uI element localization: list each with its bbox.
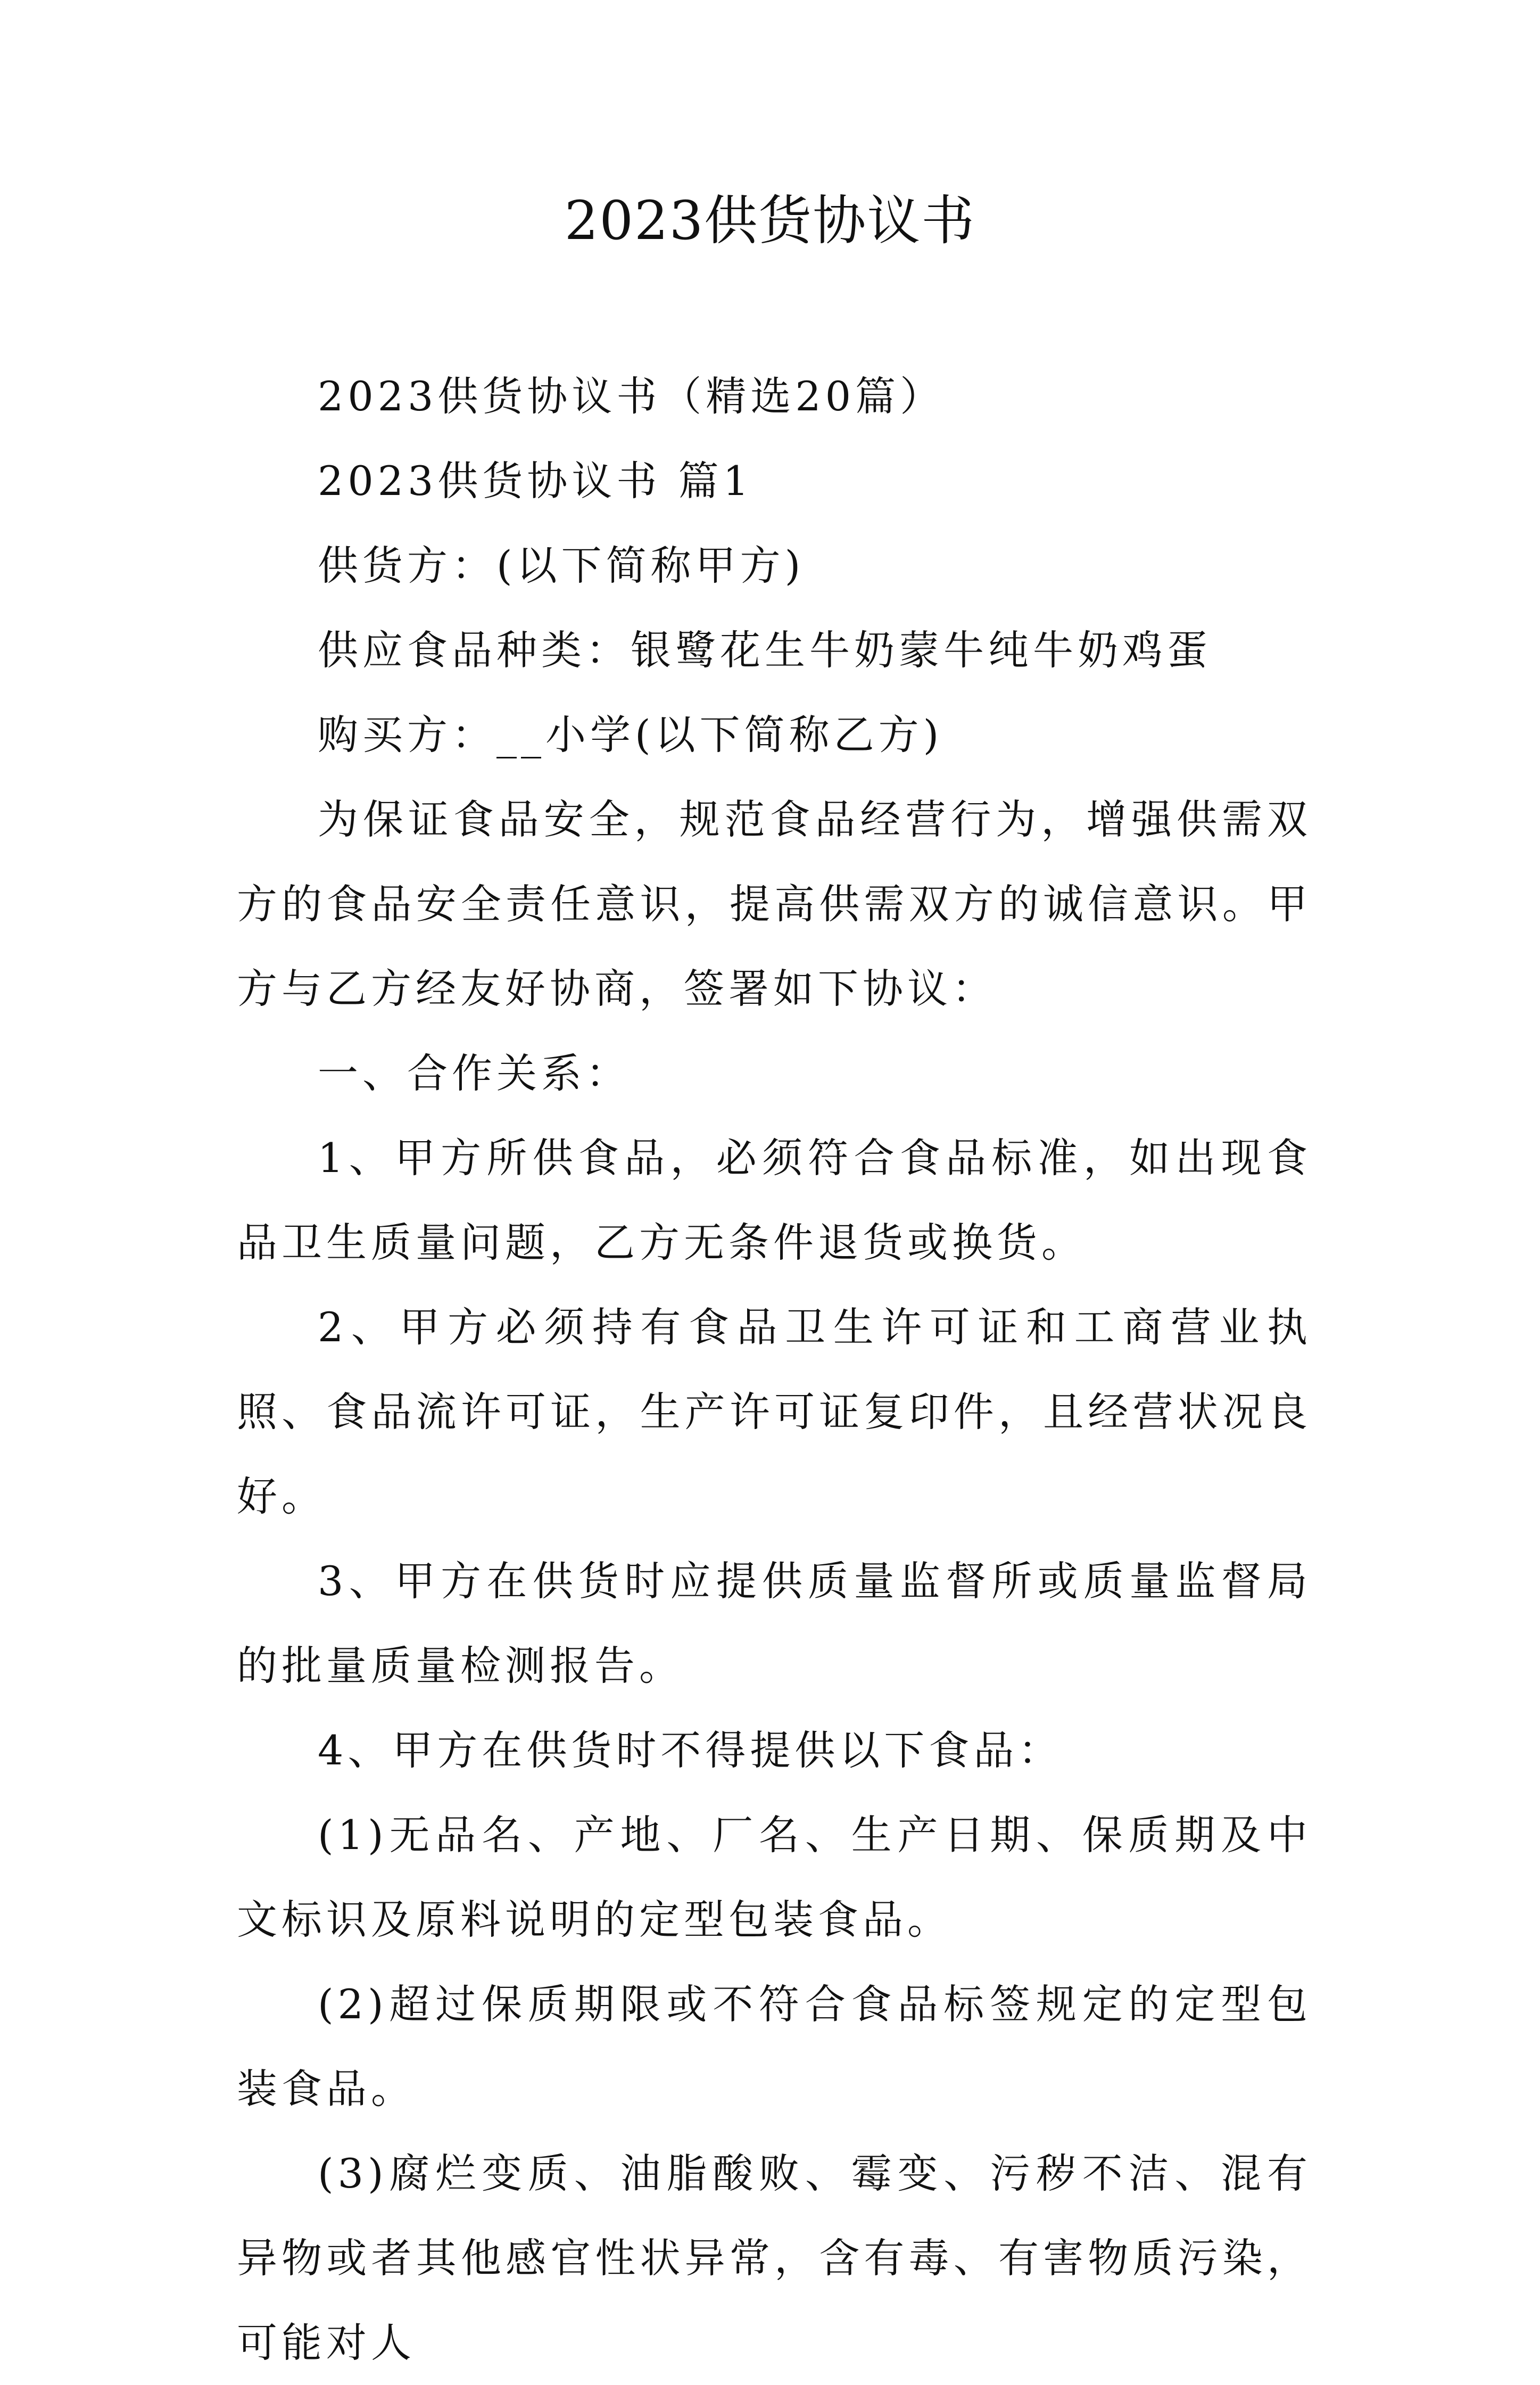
paragraph-item-2: (2)超过保质期限或不符合食品标签规定的定型包装食品。 bbox=[237, 1980, 1312, 2112]
paragraph-clause-2: 2、甲方必须持有食品卫生许可证和工商营业执照、食品流许可证，生产许可证复印件，且经营状况良好。 bbox=[237, 1303, 1312, 1520]
document-title: 2023供货协议书 bbox=[564, 189, 976, 252]
paragraph-clause-3: 3、甲方在供货时应提供质量监督所或质量监督局的批量质量检测报告。 bbox=[237, 1557, 1312, 1689]
document-body bbox=[237, 354, 1312, 2385]
paragraph-preamble: 为保证食品安全，规范食品经营行为，增强供需双方的食品安全责任意识，提高供需双方的诚信意识。甲方与乙方经友好协商，签署如下协议： bbox=[237, 796, 1312, 1012]
paragraph-clause-heading: 一、合作关系： bbox=[318, 1050, 631, 1097]
paragraph-section-heading: 2023供货协议书 篇1 bbox=[318, 457, 753, 505]
paragraph-supplier: 供货方：(以下简称甲方) bbox=[318, 542, 805, 589]
paragraph-buyer: 购买方：__小学(以下简称乙方) bbox=[318, 711, 943, 758]
paragraph-item-3: (3)腐烂变质、油脂酸败、霉变、污秽不洁、混有异物或者其他感官性状异常，含有毒、有害物质污染，可能对人 bbox=[237, 2150, 1312, 2366]
paragraph-clause-4: 4、甲方在供货时不得提供以下食品： bbox=[318, 1727, 1063, 1774]
paragraph-item-1: (1)无品名、产地、厂名、生产日期、保质期及中文标识及原料说明的定型包装食品。 bbox=[237, 1811, 1312, 1943]
paragraph-subtitle: 2023供货协议书（精选20篇） bbox=[318, 373, 945, 420]
paragraph-food-types: 供应食品种类：银鹭花生牛奶蒙牛纯牛奶鸡蛋 bbox=[318, 626, 1212, 674]
paragraph-clause-1: 1、甲方所供食品，必须符合食品标准，如出现食品卫生质量问题，乙方无条件退货或换货。 bbox=[237, 1134, 1312, 1266]
